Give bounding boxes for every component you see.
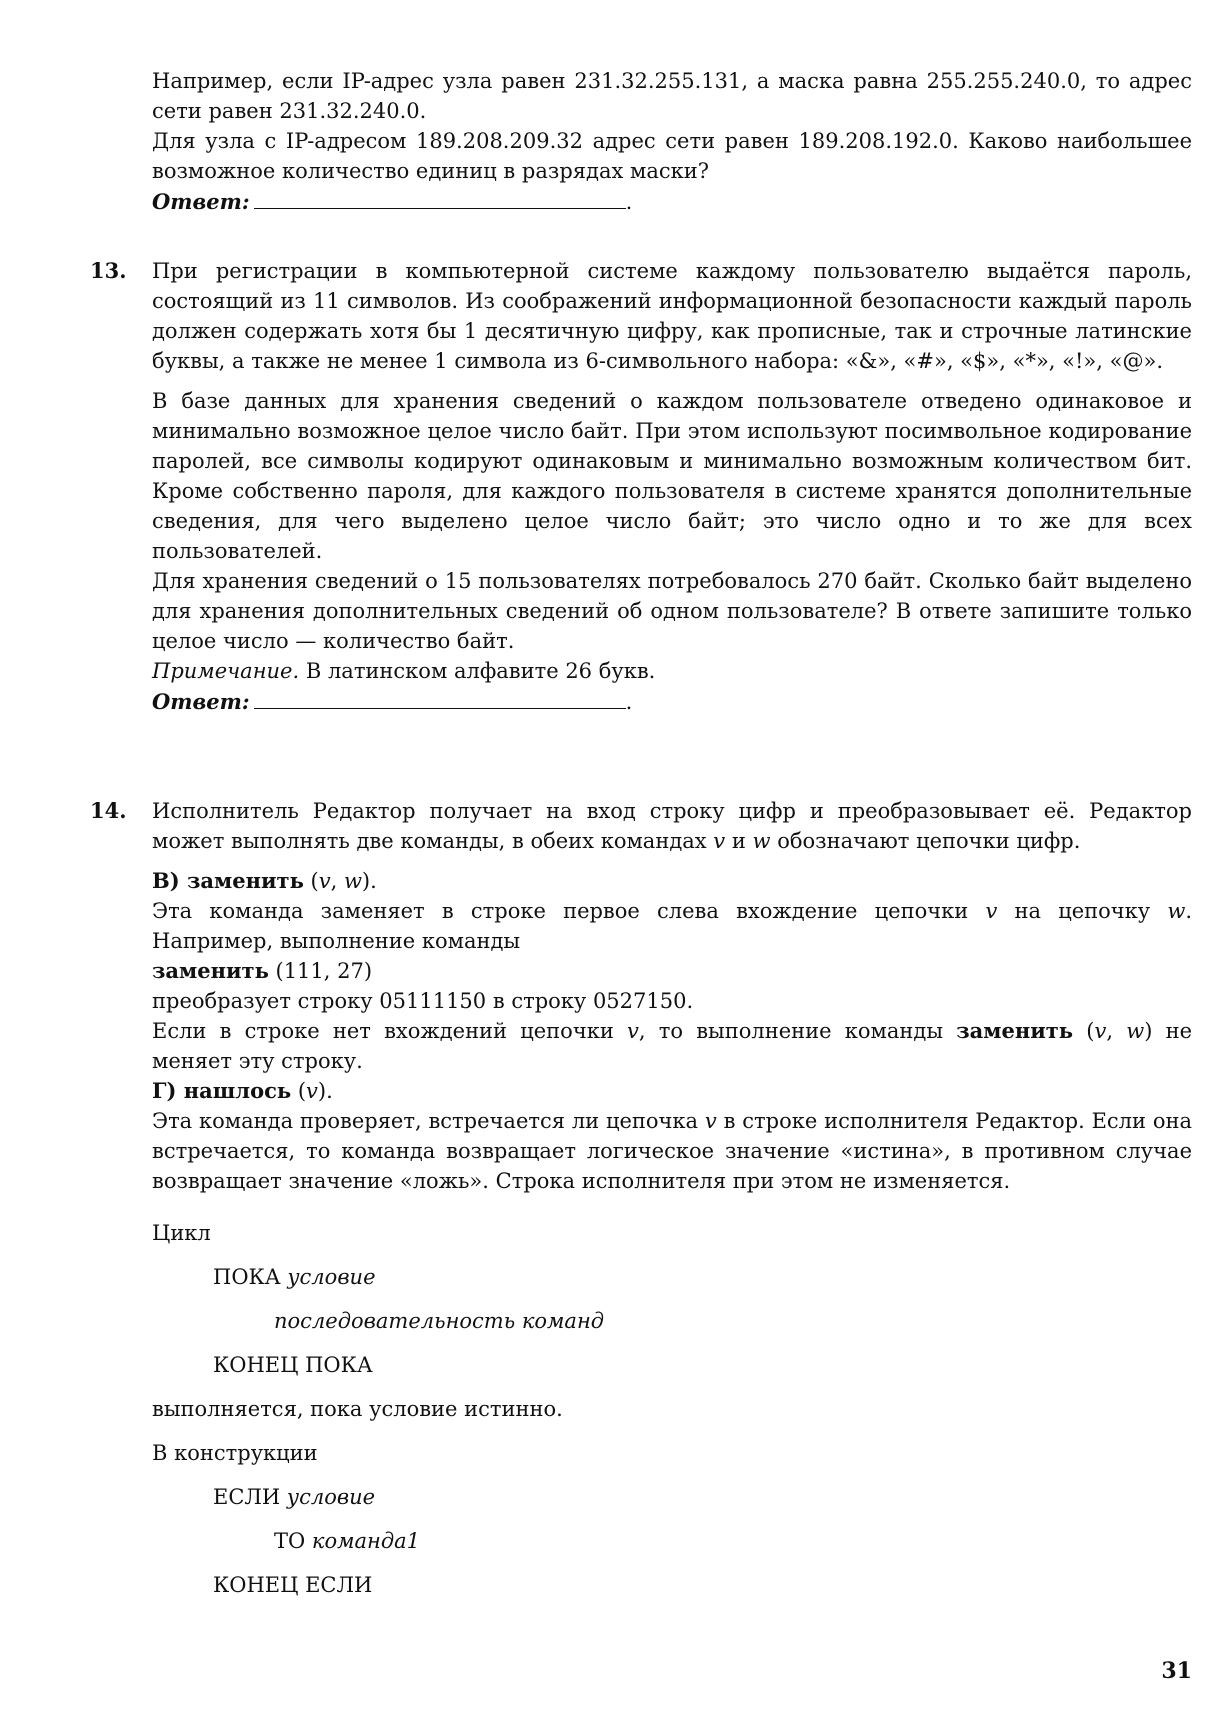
- task-13-storage: В базе данных для хранения сведений о каждом пользователе отведено одинаковое и минимально возможное целое число байт. При этом используют посимвольное кодирование паролей, все символы кодируют одинаковым и минимально возможным количеством бит. Кроме собственно пароля, для каждого пользователя в системе хранятся дополнительные сведения, для чего выделено целое число байт; это число одно и то же для всех пользователей.: [152, 389, 1192, 563]
- command-b-example: заменить (111, 27): [152, 958, 373, 983]
- task-13-question: Для хранения сведений о 15 пользователях потребовалось 270 байт. Сколько байт выделено для хранения дополнительных сведений об одном пользователе? В ответе запишите только целое число — количество байт.: [152, 569, 1192, 653]
- note-label: Примечание.: [152, 659, 300, 683]
- while-end: КОНЕЦ ПОКА: [213, 1353, 373, 1377]
- task-13-answer: Ответ: .: [152, 686, 1192, 717]
- command-b-example-result: преобразует строку 05111150 в строку 0527150.: [152, 989, 694, 1013]
- cycle-label: Цикл: [152, 1221, 211, 1245]
- command-b-no-match: Если в строке нет вхождений цепочки v, то выполнение команды заменить (v, w) не меняет эту строку.: [152, 1018, 1192, 1073]
- prev-task-question: Для узла с IP-адресом 189.208.209.32 адрес сети равен 189.208.192.0. Каково наибольшее возможное количество единиц в разрядах маски?: [152, 129, 1192, 183]
- while-body: последовательность команд: [274, 1309, 605, 1333]
- command-b-description: Эта команда заменяет в строке первое слева вхождение цепочки v на цепочку w. Например, выполнение команды: [152, 899, 1192, 953]
- while-header: ПОКА условие: [213, 1265, 376, 1289]
- command-g-description: Эта команда проверяет, встречается ли цепочка v в строке исполнителя Редактор. Если она встречается, то команда возвращает логическое значение «истина», в противном случае возвращает значение «ложь». Строка исполнителя при этом не изменяется.: [152, 1109, 1192, 1193]
- answer-line[interactable]: [254, 686, 626, 709]
- if-header: ЕСЛИ условие: [213, 1485, 376, 1509]
- answer-label: Ответ:: [152, 689, 250, 714]
- while-description: выполняется, пока условие истинно.: [152, 1397, 563, 1421]
- task-13: [152, 256, 1192, 717]
- prev-task-answer: Ответ: .: [152, 186, 1192, 217]
- task-13-note: Примечание. В латинском алфавите 26 букв.: [152, 659, 656, 683]
- prev-task-tail: [152, 66, 1192, 217]
- if-intro: В конструкции: [152, 1441, 318, 1465]
- task-13-condition: При регистрации в компьютерной системе каждому пользователю выдаётся пароль, состоящий из 11 символов. Из соображений информационной безопасности каждый пароль должен содержать хотя бы 1 десятичную цифру, как прописные, так и строчные латинские буквы, а также не менее 1 символа из 6-символьного набора: «&», «#», «$», «*», «!», «@».: [152, 259, 1192, 373]
- then-branch: ТО команда1: [274, 1529, 421, 1553]
- command-b-header: В) заменить (v, w).: [152, 868, 377, 893]
- if-end: КОНЕЦ ЕСЛИ: [213, 1573, 373, 1597]
- task-13-number: 13.: [90, 258, 127, 283]
- command-g-header: Г) нашлось (v).: [152, 1078, 333, 1103]
- page-number: 31: [1161, 1658, 1192, 1684]
- prev-task-example: Например, если IP-адрес узла равен 231.32.255.131, а маска равна 255.255.240.0, то адрес сети равен 231.32.240.0.: [152, 69, 1192, 123]
- answer-label: Ответ:: [152, 189, 250, 214]
- task-14-intro: Исполнитель Редактор получает на вход строку цифр и преобразовывает её. Редактор может выполнять две команды, в обеих командах v и w обозначают цепочки цифр.: [152, 799, 1192, 853]
- task-14-number: 14.: [90, 798, 127, 823]
- task-14: [152, 796, 1192, 1196]
- answer-line[interactable]: [254, 186, 626, 209]
